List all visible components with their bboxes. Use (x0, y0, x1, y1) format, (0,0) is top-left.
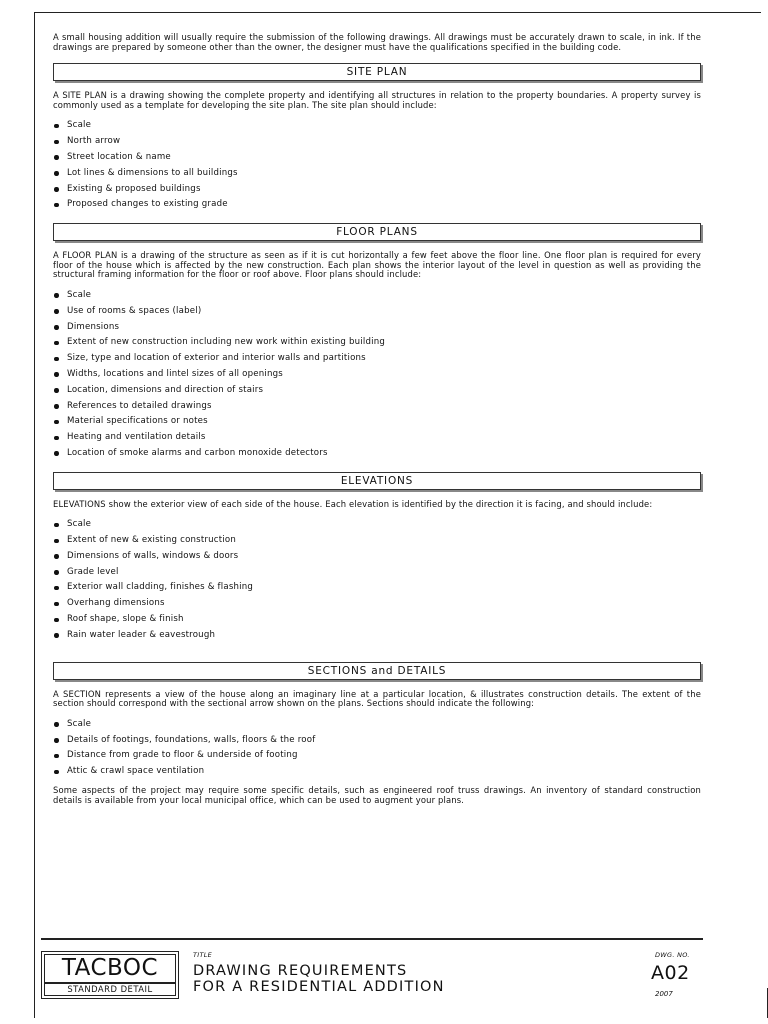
list-item: Scale (53, 288, 701, 304)
list-item: Dimensions of walls, windows & doors (53, 549, 701, 565)
floor-plans-description: A FLOOR PLAN is a drawing of the structure as seen as if it is cut horizontally a few feet above the floor line. One floor plan is required for every floor of the house which is affected by the new construction. Each plan shows the interior layout of the level in question as well as providing the structural framing information for the floor or roof above. Floor plans should include: (53, 250, 701, 280)
title-block (41, 938, 703, 1015)
logo-main-text: TACBOC (44, 954, 176, 983)
elevations-list (53, 517, 701, 643)
list-item: Location of smoke alarms and carbon monoxide detectors (53, 446, 701, 462)
list-item: References to detailed drawings (53, 399, 701, 415)
list-item: Rain water leader & eavestrough (53, 628, 701, 644)
list-item: Location, dimensions and direction of stairs (53, 383, 701, 399)
logo-sub-text: STANDARD DETAIL (44, 983, 176, 996)
list-item: Distance from grade to floor & underside of footing (53, 748, 701, 764)
title-label: TITLE (193, 951, 213, 959)
list-item: Attic & crawl space ventilation (53, 764, 701, 780)
drawing-sheet (34, 12, 761, 1018)
drawing-title-line2: FOR A RESIDENTIAL ADDITION (193, 978, 445, 995)
floor-plans-list (53, 288, 701, 462)
list-item: Grade level (53, 565, 701, 581)
list-item: Heating and ventilation details (53, 430, 701, 446)
list-item: Size, type and location of exterior and interior walls and partitions (53, 351, 701, 367)
list-item: Existing & proposed buildings (53, 182, 701, 198)
site-plan-description: A SITE PLAN is a drawing showing the complete property and identifying all structures in relation to the property boundaries. A property survey is commonly used as a template for developing the site plan. The site plan should include: (53, 90, 701, 110)
list-item: Exterior wall cladding, finishes & flashing (53, 580, 701, 596)
list-item: Roof shape, slope & finish (53, 612, 701, 628)
sections-list (53, 717, 701, 780)
list-item: Scale (53, 717, 701, 733)
list-item: Lot lines & dimensions to all buildings (53, 166, 701, 182)
site-plan-list (53, 118, 701, 213)
sections-description: A SECTION represents a view of the house along an imaginary line at a particular location, & illustrates construction details. The extent of the section should correspond with the sectional arrow shown on the plans. Sections should indicate the following: (53, 688, 701, 709)
list-item: Overhang dimensions (53, 596, 701, 612)
heading-elevations: ELEVATIONS (53, 472, 701, 490)
dwg-no-label: DWG. NO. (655, 951, 690, 959)
intro-paragraph: A small housing addition will usually require the submission of the following drawings. All drawings must be accurately drawn to scale, in ink. If the drawings are prepared by someone other than the owner, the designer must have the qualifications specified in the building code. (53, 32, 701, 52)
tacboc-logo (41, 951, 179, 999)
list-item: Details of footings, foundations, walls, floors & the roof (53, 733, 701, 749)
list-item: Dimensions (53, 320, 701, 336)
list-item: Proposed changes to existing grade (53, 197, 701, 213)
list-item: Material specifications or notes (53, 414, 701, 430)
drawing-title (193, 964, 445, 995)
list-item: Street location & name (53, 150, 701, 166)
list-item: North arrow (53, 134, 701, 150)
heading-sections-details: SECTIONS and DETAILS (53, 662, 701, 680)
list-item: Use of rooms & spaces (label) (53, 304, 701, 320)
drawing-title-line1: DRAWING REQUIREMENTS (193, 963, 408, 979)
content-area (53, 33, 701, 805)
heading-floor-plans: FLOOR PLANS (53, 223, 701, 241)
closing-paragraph: Some aspects of the project may require some specific details, such as engineered roof truss drawings. An inventory of standard construction details is available from your local municipal office, which can be used to augment your plans. (53, 785, 701, 805)
list-item: Scale (53, 517, 701, 533)
list-item: Extent of new construction including new work within existing building (53, 335, 701, 351)
drawing-year: 2007 (655, 990, 673, 998)
list-item: Extent of new & existing construction (53, 533, 701, 549)
elevations-description: ELEVATIONS show the exterior view of each side of the house. Each elevation is identified by the direction it is facing, and should include: (53, 498, 653, 509)
list-item: Widths, locations and lintel sizes of all openings (53, 367, 701, 383)
dwg-number: A02 (651, 962, 690, 984)
heading-site-plan: SITE PLAN (53, 63, 701, 81)
list-item: Scale (53, 118, 701, 134)
